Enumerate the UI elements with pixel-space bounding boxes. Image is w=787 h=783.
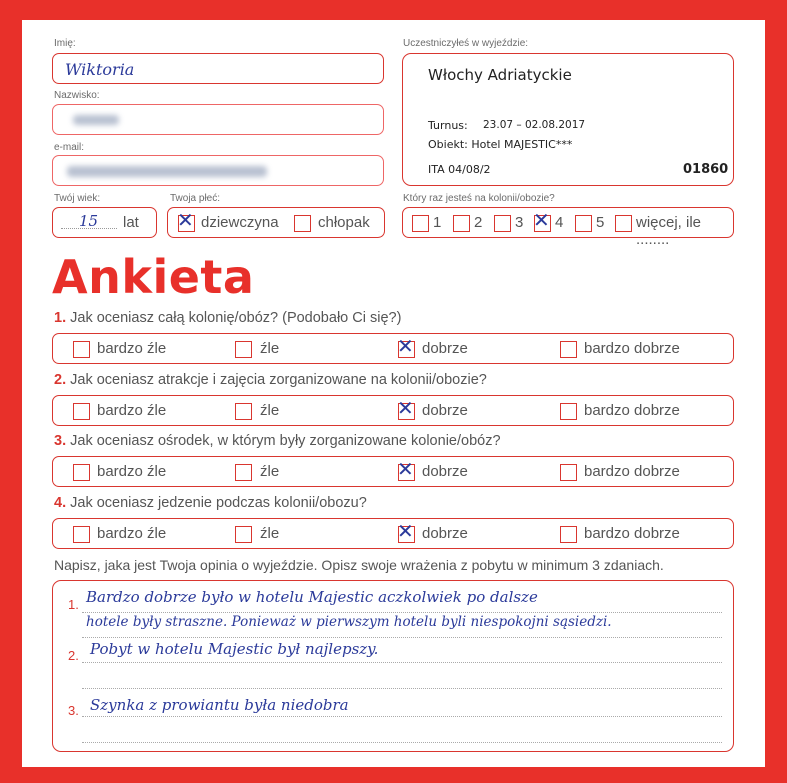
- opinion-1-text: Bardzo dobrze było w hotelu Majestic aczkolwiek po dalsze: [86, 588, 538, 606]
- times-label: Który raz jesteś na kolonii/obozie?: [403, 193, 555, 204]
- q4-very-bad-checkbox[interactable]: [73, 526, 90, 543]
- q2-very-bad-label: bardzo źle: [97, 402, 167, 419]
- q1-bad-label: źle: [260, 340, 280, 357]
- question-3-options: [52, 456, 734, 487]
- q1-good-checkbox[interactable]: ✕: [397, 334, 414, 358]
- question-2: 2. Jak oceniasz atrakcje i zajęcia zorganizowane na kolonii/obozie?: [54, 372, 487, 388]
- q4-bad-label: źle: [260, 525, 280, 542]
- gender-label: Twoja płeć:: [170, 193, 221, 204]
- q2-good-label: dobrze: [422, 402, 468, 419]
- question-3: 3. Jak oceniasz ośrodek, w którym były zorganizowane kolonie/obóz?: [54, 433, 501, 449]
- q4-very-good-label: bardzo dobrze: [584, 525, 680, 542]
- question-1: 1. Jak oceniasz całą kolonię/obóz? (Podobało Ci się?): [54, 310, 402, 326]
- times-more-checkbox[interactable]: [615, 215, 632, 232]
- times-3-checkbox[interactable]: [494, 215, 511, 232]
- q2-very-good-checkbox[interactable]: [560, 403, 577, 420]
- q3-bad-checkbox[interactable]: [235, 464, 252, 481]
- q1-very-bad-checkbox[interactable]: [73, 341, 90, 358]
- times-4-label: 4: [555, 214, 564, 231]
- age-value: 15: [79, 212, 99, 230]
- q2-good-checkbox[interactable]: ✕: [397, 396, 414, 420]
- q4-good-label: dobrze: [422, 525, 468, 542]
- q3-good-checkbox[interactable]: ✕: [397, 457, 414, 481]
- question-1-options: [52, 333, 734, 364]
- age-field[interactable]: [52, 207, 157, 238]
- q1-very-good-label: bardzo dobrze: [584, 340, 680, 357]
- opinion-prompt: Napisz, jaka jest Twoja opinia o wyjeździe. Opisz swoje wrażenia z pobytu w minimum 3 zdaniach.: [54, 557, 664, 573]
- q3-very-good-checkbox[interactable]: [560, 464, 577, 481]
- q4-bad-checkbox[interactable]: [235, 526, 252, 543]
- q4-good-checkbox[interactable]: ✕: [397, 519, 414, 543]
- q1-very-bad-label: bardzo źle: [97, 340, 167, 357]
- opinion-2-text: Pobyt w hotelu Majestic był najlepszy.: [90, 640, 379, 658]
- email-field[interactable]: [52, 155, 384, 186]
- gender-boy-label: chłopak: [318, 214, 370, 231]
- times-more-label: więcej, ile ........: [636, 214, 702, 248]
- times-2-label: 2: [474, 214, 483, 231]
- trip-code: ITA 04/08/2: [428, 163, 491, 176]
- times-5-checkbox[interactable]: [575, 215, 592, 232]
- q1-bad-checkbox[interactable]: [235, 341, 252, 358]
- times-5-label: 5: [596, 214, 605, 231]
- q2-very-good-label: bardzo dobrze: [584, 402, 680, 419]
- trip-name: Włochy Adriatyckie: [428, 66, 572, 84]
- q1-good-label: dobrze: [422, 340, 468, 357]
- age-label: Twój wiek:: [54, 193, 101, 204]
- times-1-label: 1: [433, 214, 442, 231]
- last-name-redacted: [73, 115, 119, 125]
- q3-bad-label: źle: [260, 463, 280, 480]
- question-2-options: [52, 395, 734, 426]
- opinion-1-continued: hotele były straszne. Ponieważ w pierwszym hotelu byli niespokojni sąsiedzi.: [86, 614, 612, 630]
- trip-object: Obiekt: Hotel MAJESTIC***: [428, 138, 573, 151]
- gender-boy-checkbox[interactable]: [294, 215, 311, 232]
- page-title: Ankieta: [52, 250, 255, 304]
- first-name-label: Imię:: [54, 38, 76, 49]
- first-name-value: Wiktoria: [65, 60, 135, 79]
- last-name-field[interactable]: [52, 104, 384, 135]
- q3-very-bad-checkbox[interactable]: [73, 464, 90, 481]
- times-3-label: 3: [515, 214, 524, 231]
- last-name-label: Nazwisko:: [54, 90, 100, 101]
- age-unit: lat: [123, 214, 139, 231]
- times-2-checkbox[interactable]: [453, 215, 470, 232]
- q2-very-bad-checkbox[interactable]: [73, 403, 90, 420]
- question-4-options: [52, 518, 734, 549]
- q1-very-good-checkbox[interactable]: [560, 341, 577, 358]
- gender-girl-label: dziewczyna: [201, 214, 279, 231]
- opinion-3-text: Szynka z prowiantu była niedobra: [90, 696, 349, 714]
- q3-very-bad-label: bardzo źle: [97, 463, 167, 480]
- trip-card: [402, 53, 734, 186]
- email-label: e-mail:: [54, 142, 85, 153]
- turnus-label: Turnus:: [428, 119, 468, 132]
- gender-field: [167, 207, 385, 238]
- opinion-1-number: 1.: [68, 597, 79, 612]
- times-1-checkbox[interactable]: [412, 215, 429, 232]
- times-4-checkbox[interactable]: ✕: [533, 208, 550, 232]
- q4-very-bad-label: bardzo źle: [97, 525, 167, 542]
- question-4: 4. Jak oceniasz jedzenie podczas kolonii/obozu?: [54, 495, 367, 511]
- trip-label: Uczestniczyłeś w wyjeździe:: [403, 38, 529, 49]
- email-redacted: [67, 166, 267, 177]
- q2-bad-label: źle: [260, 402, 280, 419]
- q3-good-label: dobrze: [422, 463, 468, 480]
- q2-bad-checkbox[interactable]: [235, 403, 252, 420]
- q3-very-good-label: bardzo dobrze: [584, 463, 680, 480]
- q4-very-good-checkbox[interactable]: [560, 526, 577, 543]
- trip-number: 01860: [683, 162, 729, 177]
- first-name-field[interactable]: [52, 53, 384, 84]
- opinion-2-number: 2.: [68, 648, 79, 663]
- turnus-value: 23.07 – 02.08.2017: [483, 119, 586, 131]
- opinion-3-number: 3.: [68, 703, 79, 718]
- times-field: [402, 207, 734, 248]
- gender-girl-checkbox[interactable]: ✕: [177, 208, 194, 232]
